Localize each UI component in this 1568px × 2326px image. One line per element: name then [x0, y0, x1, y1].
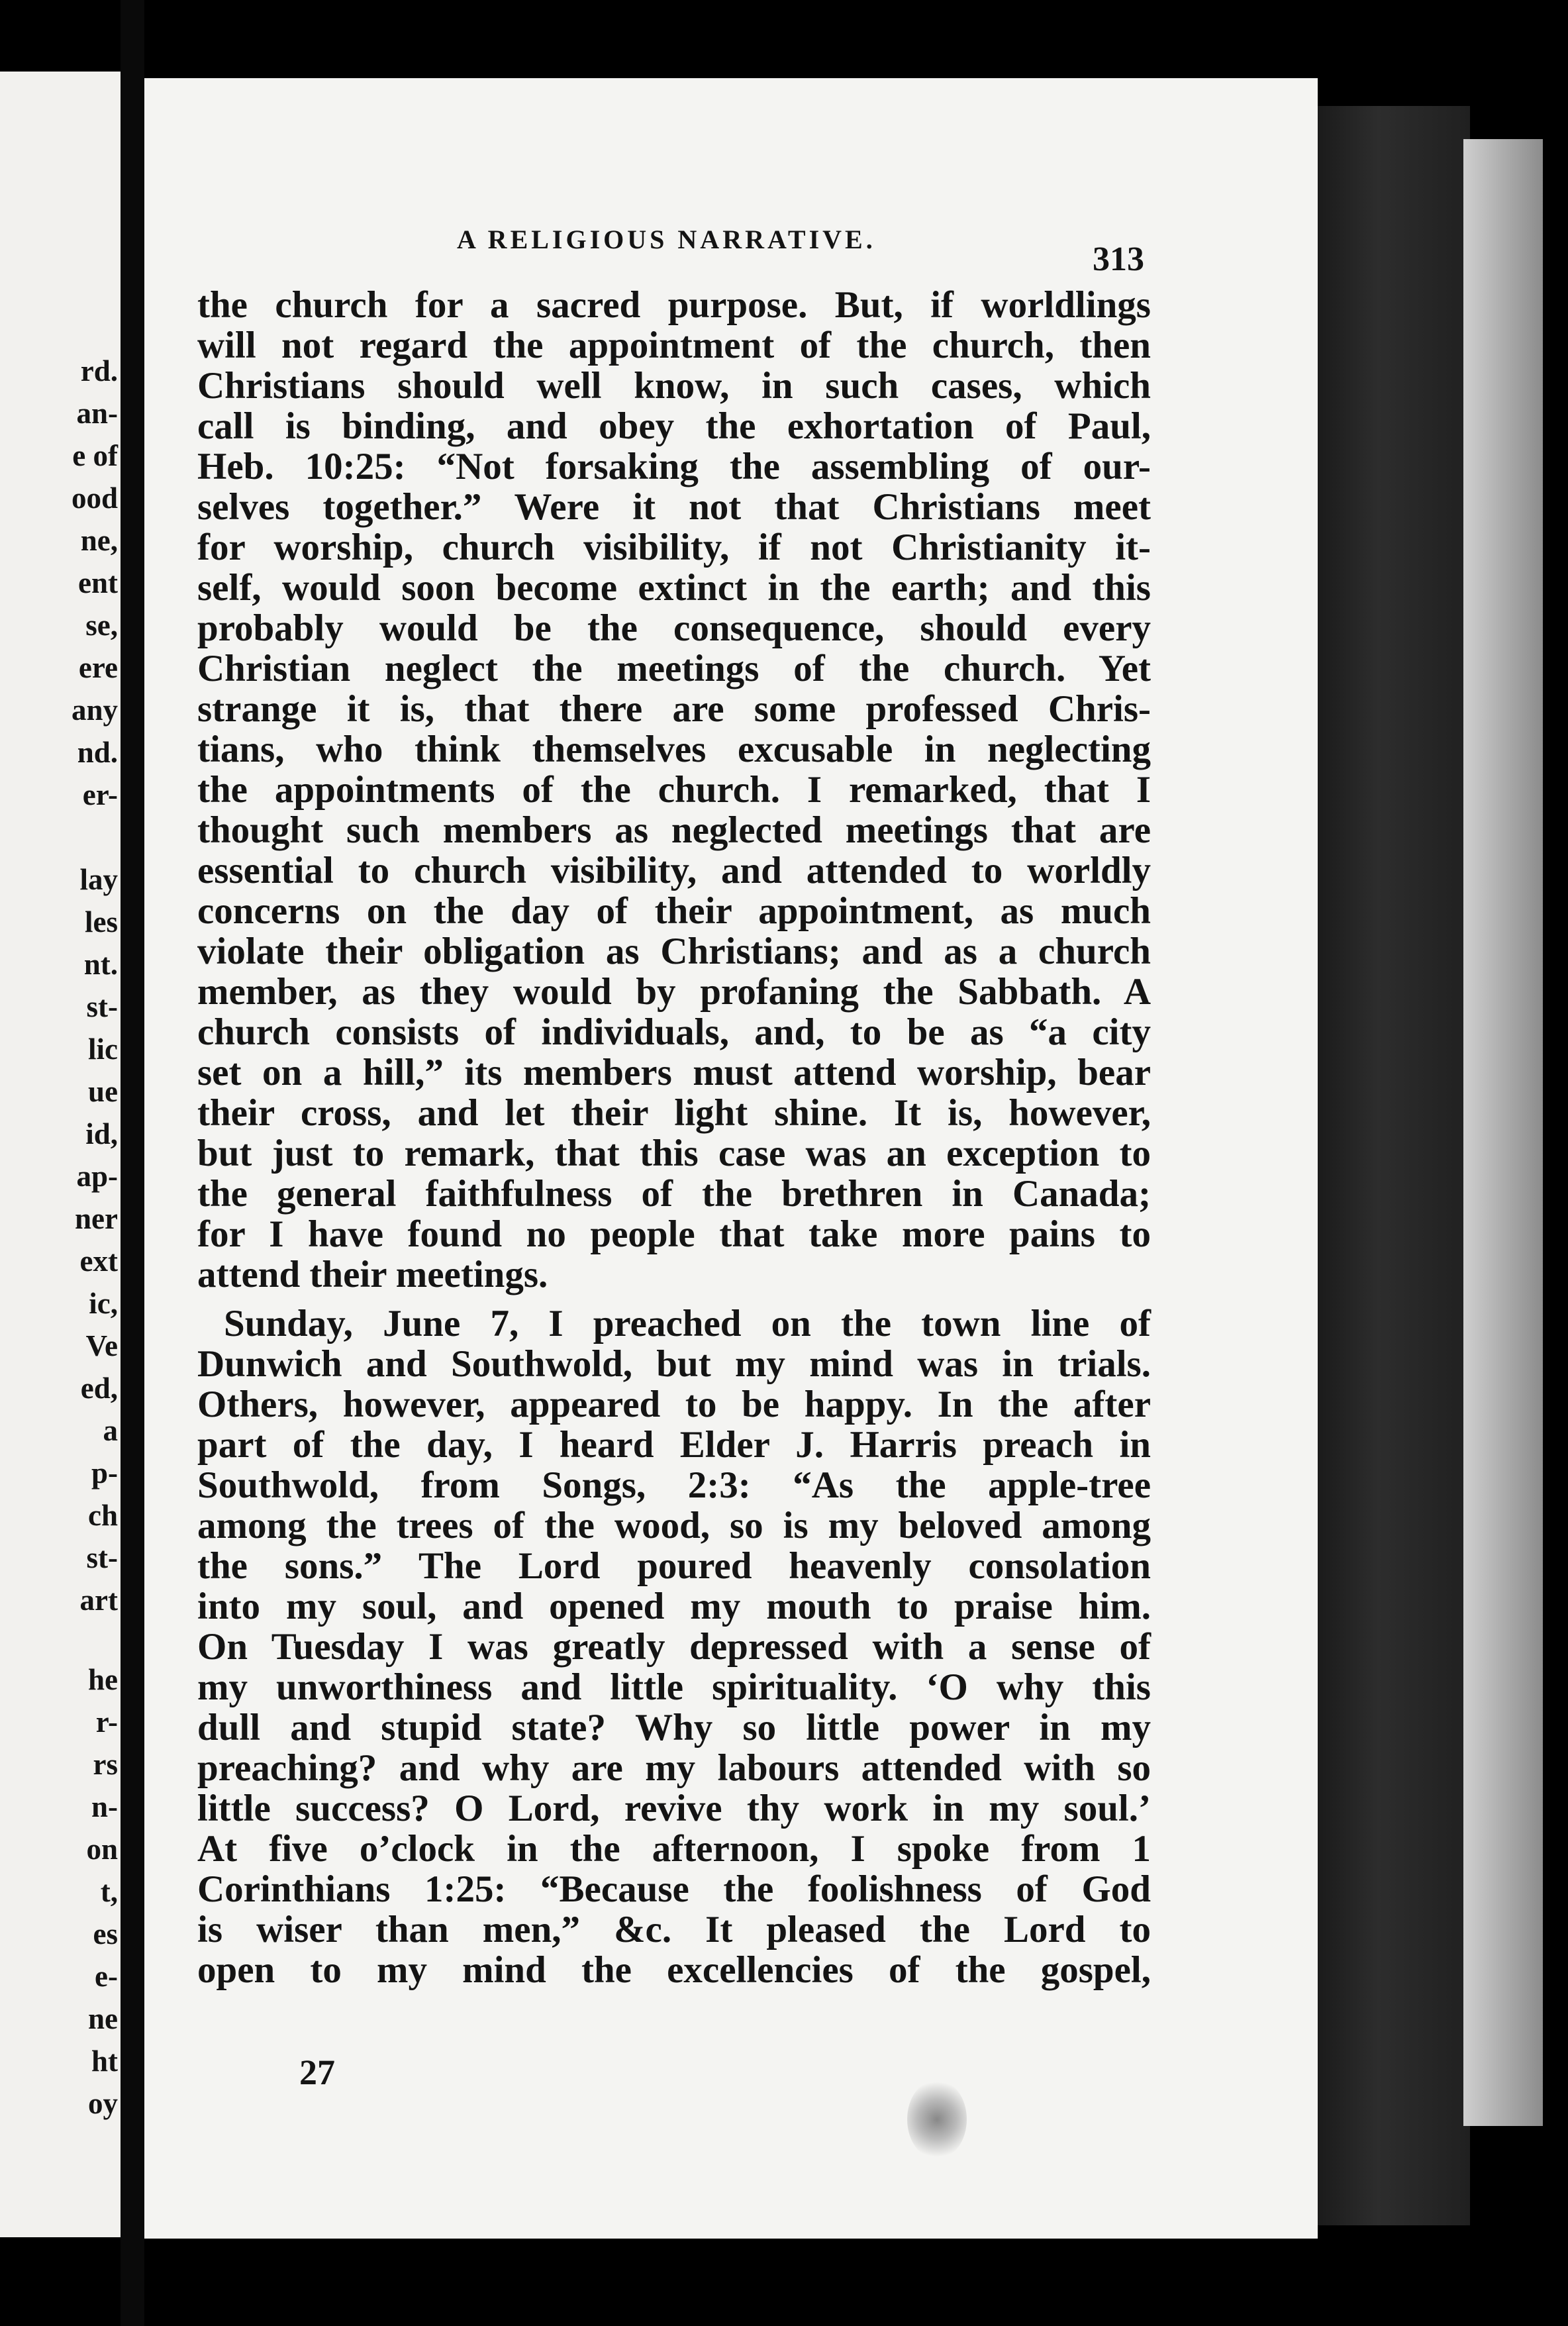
left-fragment: n-	[91, 1790, 118, 1823]
text-line: call is binding, and obey the exhortation of Paul,	[197, 405, 1151, 447]
text-line: their cross, and let their light shine. It is, however,	[197, 1092, 1151, 1134]
text-line: attend their meetings.	[197, 1254, 548, 1295]
text-line: Christian neglect the meetings of the church. Yet	[197, 648, 1151, 689]
text-line: open to my mind the excellencies of the gospel,	[197, 1949, 1151, 1991]
left-fragment: rd.	[80, 354, 118, 387]
text-line: Sunday, June 7, I preached on the town line of	[224, 1303, 1151, 1344]
left-fragment: any	[71, 693, 118, 727]
text-line: thought such members as neglected meetings that are	[197, 809, 1151, 851]
left-fragment: Ve	[85, 1329, 118, 1362]
text-line: the general faithfulness of the brethren in Canada;	[197, 1173, 1151, 1215]
text-line: preaching? and why are my labours attended with so	[197, 1747, 1151, 1789]
text-line: part of the day, I heard Elder J. Harris preach in	[197, 1424, 1151, 1466]
left-fragment: id,	[85, 1117, 118, 1150]
text-line: concerns on the day of their appointment, as much	[197, 890, 1151, 932]
text-line: set on a hill,” its members must attend worship, bear	[197, 1052, 1151, 1093]
text-line: Christians should well know, in such cases, which	[197, 365, 1151, 407]
left-fragment: st-	[86, 1541, 118, 1574]
text-line: At five o’clock in the afternoon, I spoke from 1	[197, 1828, 1151, 1870]
left-fragment: t,	[100, 1875, 118, 1908]
cover-edge	[1463, 139, 1543, 2126]
text-line: member, as they would by profaning the Sabbath. A	[197, 971, 1151, 1013]
text-line: probably would be the consequence, should every	[197, 607, 1151, 649]
text-line: tians, who think themselves excusable in neglecting	[197, 729, 1151, 770]
text-line: selves together.” Were it not that Christians meet	[197, 486, 1151, 528]
text-line: is wiser than men,” &c. It pleased the Lord to	[197, 1909, 1151, 1950]
left-fragment: e of	[72, 439, 118, 472]
page-block-edge	[1318, 106, 1470, 2225]
left-fragment: an-	[76, 397, 118, 430]
text-line: but just to remark, that this case was an exception to	[197, 1133, 1151, 1174]
text-line: self, would soon become extinct in the earth; and this	[197, 567, 1151, 609]
left-fragment: ood	[71, 481, 118, 515]
text-line: my unworthiness and little spirituality. ‘O why this	[197, 1666, 1151, 1708]
left-fragment: lay	[79, 863, 118, 896]
text-line: the appointments of the church. I remarked, that I	[197, 769, 1151, 811]
signature-mark: 27	[299, 2052, 335, 2092]
text-line: church consists of individuals, and, to be as “a city	[197, 1011, 1151, 1053]
left-fragment: er-	[82, 778, 118, 811]
left-fragment: a	[103, 1414, 118, 1447]
left-fragment: nt.	[83, 948, 118, 981]
text-line: essential to church visibility, and attended to worldly	[197, 850, 1151, 891]
left-fragment: ht	[91, 2045, 118, 2078]
text-line: the church for a sacred purpose. But, if worldlings	[197, 284, 1151, 326]
text-line: among the trees of the wood, so is my beloved among	[197, 1505, 1151, 1546]
book-gutter	[121, 0, 144, 2326]
ink-smudge	[907, 2080, 967, 2159]
text-line: will not regard the appointment of the church, then	[197, 325, 1151, 366]
left-fragment: ap-	[76, 1160, 118, 1193]
text-line: for worship, church visibility, if not Christianity it-	[197, 527, 1151, 568]
left-fragment: ch	[88, 1499, 118, 1532]
left-fragment: ne	[88, 2002, 118, 2035]
left-fragment: ed,	[80, 1372, 118, 1405]
text-line: Others, however, appeared to be happy. In the after	[197, 1384, 1151, 1425]
left-fragment: ext	[79, 1244, 118, 1278]
left-fragment: lic	[88, 1033, 118, 1066]
text-line: violate their obligation as Christians; and as a church	[197, 931, 1151, 972]
facing-page-fragment	[0, 72, 121, 2237]
running-title: A RELIGIOUS NARRATIVE.	[457, 225, 876, 254]
text-line: Corinthians 1:25: “Because the foolishness of God	[197, 1868, 1151, 1910]
text-line: little success? O Lord, revive thy work in my soul.’	[197, 1788, 1151, 1829]
left-fragment: es	[93, 1917, 118, 1950]
left-fragment: r-	[95, 1705, 118, 1739]
page-number: 313	[1093, 240, 1144, 278]
left-fragment: on	[86, 1833, 118, 1866]
text-line: into my soul, and opened my mouth to praise him.	[197, 1586, 1151, 1627]
left-fragment: se,	[85, 609, 118, 642]
left-fragment: ent	[78, 566, 118, 599]
text-line: for I have found no people that take more pains to	[197, 1213, 1151, 1255]
left-fragment: st-	[86, 990, 118, 1023]
left-fragment: he	[88, 1663, 118, 1696]
text-line: Heb. 10:25: “Not forsaking the assembling of our-	[197, 446, 1151, 487]
left-fragment: ue	[88, 1075, 118, 1108]
left-fragment: e-	[95, 1960, 118, 1993]
text-line: Southwold, from Songs, 2:3: “As the apple-tree	[197, 1464, 1151, 1506]
left-fragment: les	[85, 905, 118, 938]
left-fragment: ner	[75, 1202, 118, 1235]
left-fragment: ere	[78, 651, 118, 684]
left-fragment: art	[79, 1584, 118, 1617]
text-line: strange it is, that there are some professed Chris-	[197, 688, 1151, 730]
left-fragment: rs	[93, 1748, 118, 1781]
text-line: dull and stupid state? Why so little power in my	[197, 1707, 1151, 1748]
left-fragment: ne,	[80, 524, 118, 557]
left-fragment: p-	[91, 1456, 118, 1490]
left-fragment: nd.	[77, 736, 118, 769]
left-fragment: ic,	[89, 1287, 118, 1320]
left-fragment: oy	[88, 2087, 118, 2120]
text-line: On Tuesday I was greatly depressed with a sense of	[197, 1626, 1151, 1668]
text-line: the sons.” The Lord poured heavenly consolation	[197, 1545, 1151, 1587]
text-line: Dunwich and Southwold, but my mind was in trials.	[197, 1343, 1151, 1385]
